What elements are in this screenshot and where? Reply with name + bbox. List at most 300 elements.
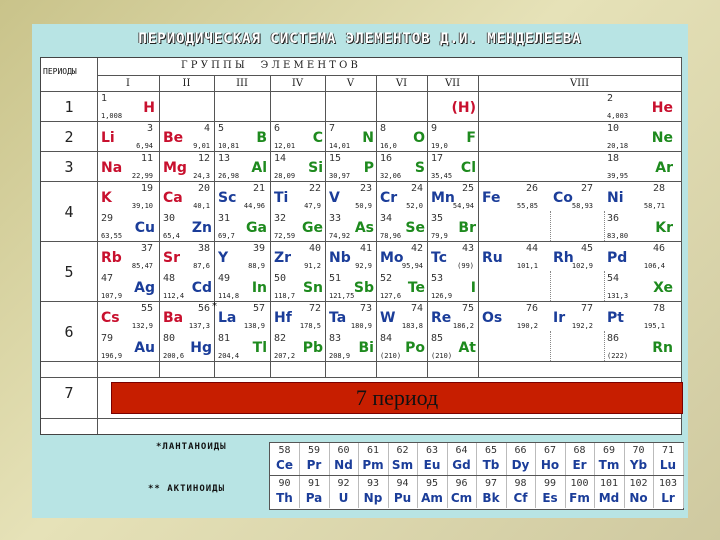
- element-symbol: (H): [451, 100, 476, 116]
- element-Rb-cell: [101, 243, 157, 271]
- col-line: [159, 75, 160, 378]
- atomic-mass: 114,8: [218, 292, 240, 300]
- atomic-number: 26: [525, 183, 538, 194]
- element-symbol: Ne: [651, 130, 673, 146]
- atomic-mass: 87,6: [193, 262, 210, 270]
- element-P-cell: [329, 153, 376, 181]
- element-As-cell: [329, 213, 376, 241]
- actinoid-Bk-cell: [477, 476, 507, 508]
- element-Na-cell: [101, 153, 157, 181]
- atomic-number: 76: [525, 303, 538, 314]
- actinoid-Am-cell: [418, 476, 448, 508]
- atomic-mass: 92,9: [355, 262, 372, 270]
- atomic-mass: 58,93: [571, 202, 593, 210]
- element-symbol: Ba: [163, 310, 184, 326]
- atomic-mass: 126,9: [431, 292, 453, 300]
- atomic-number: 84: [380, 333, 393, 344]
- atomic-mass: (210): [431, 352, 453, 360]
- atomic-mass: 192,2: [571, 322, 593, 330]
- atomic-mass: 180,9: [350, 322, 372, 330]
- atomic-mass: 28,09: [274, 172, 296, 180]
- atomic-number: 34: [380, 213, 393, 224]
- row-line: [41, 181, 681, 182]
- element-symbol: Rn: [652, 340, 673, 356]
- element-symbol: Pd: [607, 250, 628, 266]
- element-He-cell: [607, 93, 675, 121]
- element-symbol: Np: [363, 491, 383, 505]
- atomic-mass: 83,80: [607, 232, 629, 240]
- element-symbol: Ge: [302, 220, 323, 236]
- atomic-number: 69: [602, 445, 616, 456]
- atomic-mass: 208,9: [329, 352, 351, 360]
- atomic-number: 48: [163, 273, 176, 284]
- element-symbol: Zn: [191, 220, 212, 236]
- period-7: 7: [64, 384, 74, 402]
- element-Pt-cell: [607, 303, 675, 331]
- element-symbol: Ca: [163, 190, 183, 206]
- element-Co-cell: [553, 183, 603, 211]
- element-symbol: Ga: [246, 220, 267, 236]
- element-symbol: No: [629, 491, 648, 505]
- atomic-mass: 40,1: [193, 202, 210, 210]
- atomic-mass: 6,94: [136, 142, 153, 150]
- atomic-number: 83: [329, 333, 342, 344]
- atomic-number: 63: [425, 445, 439, 456]
- atomic-number: 44: [525, 243, 538, 254]
- atomic-mass: 24,3: [193, 172, 210, 180]
- element-Zn-cell: [163, 213, 214, 241]
- header-line: [97, 75, 681, 76]
- atomic-mass: 9,01: [193, 142, 210, 150]
- element-Hg-cell: [163, 333, 214, 361]
- atomic-number: 49: [218, 273, 231, 284]
- atomic-mass: (210): [380, 352, 402, 360]
- atomic-mass: 47,9: [304, 202, 321, 210]
- atomic-number: 42: [410, 243, 423, 254]
- atomic-number: 6: [274, 123, 281, 134]
- element-symbol: Cr: [380, 190, 398, 206]
- atomic-mass: 137,3: [188, 322, 210, 330]
- atomic-mass: 106,4: [643, 262, 665, 270]
- header-bottom-line: [41, 91, 681, 92]
- element-symbol: Kr: [655, 220, 673, 236]
- row-line: [41, 301, 681, 302]
- atomic-mass: 132,9: [131, 322, 153, 330]
- f-block-table: [269, 442, 684, 510]
- element-symbol: Th: [276, 491, 293, 505]
- element-K-cell: [101, 183, 157, 211]
- element-symbol: N: [362, 130, 374, 146]
- lanthanoid-Nd-cell: [329, 443, 359, 475]
- element-Rn-cell: [607, 333, 675, 361]
- atomic-number: 47: [101, 273, 114, 284]
- element-Cu-cell: [101, 213, 157, 241]
- atomic-number: 12: [197, 153, 210, 164]
- element-Sc-cell: [218, 183, 269, 211]
- element-symbol: Si: [308, 160, 323, 176]
- element-symbol: Md: [598, 491, 620, 505]
- element-symbol: Cl: [460, 160, 476, 176]
- atomic-mass: 50,9: [355, 202, 372, 210]
- table-title: ПЕРИОДИЧЕСКАЯ СИСТЕМА ЭЛЕМЕНТОВ Д.И. МЕНДЕЛЕЕВА: [138, 31, 582, 47]
- atomic-number: 4: [203, 123, 210, 134]
- element-Rh-cell: [553, 243, 603, 271]
- col-dotted: [604, 271, 605, 301]
- element-symbol: Pb: [302, 340, 323, 356]
- element-Ta-cell: [329, 303, 376, 331]
- lanthanoid-Sm-cell: [388, 443, 418, 475]
- element-Si-cell: [274, 153, 325, 181]
- lanthanoid-Er-cell: [565, 443, 595, 475]
- period-4: 4: [64, 203, 74, 221]
- element-symbol: I: [470, 280, 476, 296]
- atomic-number: 74: [410, 303, 423, 314]
- atomic-number: 85: [431, 333, 444, 344]
- element-Sr-cell: [163, 243, 214, 271]
- element-In-cell: [218, 273, 269, 301]
- element-symbol: Cs: [101, 310, 120, 326]
- atomic-mass: 195,1: [643, 322, 665, 330]
- atomic-mass: 101,1: [516, 262, 538, 270]
- element-symbol: Cu: [134, 220, 155, 236]
- atomic-number: 8: [380, 123, 387, 134]
- element-symbol: Pr: [306, 458, 322, 472]
- atomic-mass: 183,8: [401, 322, 423, 330]
- element-symbol: Ho: [540, 458, 560, 472]
- atomic-mass: 196,9: [101, 352, 123, 360]
- atomic-number: 65: [484, 445, 498, 456]
- atomic-number: 50: [274, 273, 287, 284]
- element-H-cell: [431, 93, 478, 121]
- period-3: 3: [64, 158, 74, 176]
- element-symbol: Sc: [218, 190, 237, 206]
- atomic-mass: 12,01: [274, 142, 296, 150]
- element-symbol: V: [329, 190, 340, 206]
- actinoid-Cm-cell: [447, 476, 477, 508]
- col-dotted: [550, 271, 551, 301]
- atomic-number: 101: [599, 478, 619, 489]
- element-Kr-cell: [607, 213, 675, 241]
- group-header-3: III: [236, 78, 248, 89]
- element-symbol: O: [413, 130, 425, 146]
- atomic-number: 20: [197, 183, 210, 194]
- atomic-number: 97: [484, 478, 498, 489]
- element-Cr-cell: [380, 183, 427, 211]
- atomic-mass: 85,47: [131, 262, 153, 270]
- atomic-number: 67: [543, 445, 557, 456]
- atomic-mass: 178,5: [299, 322, 321, 330]
- element-Mn-cell: [431, 183, 478, 211]
- lanthanoid-Ho-cell: [536, 443, 566, 475]
- atomic-mass: 54,94: [452, 202, 474, 210]
- group-header-2: II: [182, 78, 191, 89]
- atomic-number: 58: [278, 445, 291, 456]
- atomic-number: 30: [163, 213, 176, 224]
- period-5: 5: [64, 263, 74, 281]
- element-symbol: Yb: [629, 458, 648, 472]
- element-Ru-cell: [482, 243, 548, 271]
- actinoid-Cf-cell: [506, 476, 536, 508]
- element-symbol: Es: [542, 491, 558, 505]
- atomic-mass: 186,2: [452, 322, 474, 330]
- element-Os-cell: [482, 303, 548, 331]
- lanthanoid-Gd-cell: [447, 443, 477, 475]
- element-symbol: B: [256, 130, 267, 146]
- atomic-number: 5: [218, 123, 225, 134]
- atomic-number: 92: [337, 478, 350, 489]
- element-symbol: Nd: [334, 458, 353, 472]
- atomic-number: 27: [580, 183, 593, 194]
- atomic-number: 80: [163, 333, 176, 344]
- element-symbol: Pa: [305, 491, 323, 505]
- atomic-mass: 26,98: [218, 172, 240, 180]
- atomic-number: 35: [431, 213, 444, 224]
- atomic-mass: 88,9: [248, 262, 265, 270]
- atomic-number: 52: [380, 273, 393, 284]
- atomic-number: 86: [607, 333, 620, 344]
- atomic-mass: 118,7: [274, 292, 296, 300]
- element-symbol: Ta: [329, 310, 347, 326]
- col-dotted: [604, 211, 605, 241]
- atomic-mass: 30,97: [329, 172, 351, 180]
- element-Xe-cell: [607, 273, 675, 301]
- atomic-number: 98: [514, 478, 527, 489]
- element-symbol: Ag: [134, 280, 155, 296]
- atomic-mass: 10,81: [218, 142, 240, 150]
- element-Li-cell: [101, 123, 157, 151]
- atomic-number: 82: [274, 333, 287, 344]
- element-symbol: Li: [101, 130, 115, 146]
- element-Se-cell: [380, 213, 427, 241]
- atomic-mass: 204,4: [218, 352, 240, 360]
- atomic-mass: 32,06: [380, 172, 402, 180]
- element-symbol: C: [312, 130, 323, 146]
- element-C-cell: [274, 123, 325, 151]
- atomic-number: 17: [431, 153, 444, 164]
- atomic-number: 70: [632, 445, 645, 456]
- atomic-number: 103: [658, 478, 678, 489]
- element-symbol: Bi: [358, 340, 374, 356]
- element-symbol: Sm: [391, 458, 414, 472]
- atomic-number: 3: [146, 123, 153, 134]
- lanthanoid-marker: *: [212, 301, 217, 312]
- atomic-number: 16: [380, 153, 393, 164]
- col-line: [97, 58, 98, 434]
- atomic-mass: 39,10: [131, 202, 153, 210]
- atomic-number: 102: [629, 478, 648, 489]
- atomic-number: 62: [396, 445, 409, 456]
- element-symbol: Rb: [101, 250, 122, 266]
- atomic-number: 59: [307, 445, 321, 456]
- element-N-cell: [329, 123, 376, 151]
- lanthanoid-Lu-cell: [654, 443, 684, 475]
- element-Ti-cell: [274, 183, 325, 211]
- group-header-6: VI: [395, 78, 408, 89]
- element-symbol: Pm: [362, 458, 384, 472]
- element-symbol: Gd: [452, 458, 471, 472]
- atomic-mass: 52,0: [406, 202, 423, 210]
- group-header-4: IV: [291, 78, 304, 89]
- groups-header: Г Р У П П Ы Э Л Е М Е Н Т О В: [181, 60, 358, 71]
- col-dotted: [604, 331, 605, 361]
- atomic-number: 18: [607, 153, 620, 164]
- element-S-cell: [380, 153, 427, 181]
- element-symbol: Be: [163, 130, 184, 146]
- lanthanoids-label: *ЛАНТАНОИДЫ: [156, 442, 227, 452]
- element-symbol: La: [218, 310, 237, 326]
- element-Tc-cell: [431, 243, 478, 271]
- atomic-number: 61: [366, 445, 380, 456]
- element-symbol: S: [414, 160, 425, 176]
- atomic-number: 93: [366, 478, 380, 489]
- atomic-mass: 91,2: [304, 262, 321, 270]
- element-symbol: K: [101, 190, 112, 206]
- atomic-mass: 22,99: [131, 172, 153, 180]
- row-line: [41, 418, 681, 419]
- atomic-number: 31: [218, 213, 231, 224]
- group-header-7: VII: [444, 78, 461, 89]
- element-symbol: Y: [218, 250, 229, 266]
- element-symbol: W: [380, 310, 396, 326]
- atomic-mass: 58,71: [643, 202, 665, 210]
- element-symbol: Sr: [163, 250, 180, 266]
- element-symbol: Lr: [661, 491, 675, 505]
- element-La-cell: [212, 301, 269, 331]
- atomic-number: 43: [461, 243, 474, 254]
- element-symbol: Zr: [274, 250, 292, 266]
- actinoid-Pu-cell: [388, 476, 418, 508]
- element-symbol: Er: [572, 458, 587, 472]
- element-symbol: Pu: [393, 491, 412, 505]
- element-symbol: F: [466, 130, 476, 146]
- atomic-mass: 131,3: [607, 292, 629, 300]
- atomic-mass: 20,18: [607, 142, 629, 150]
- element-symbol: Pt: [607, 310, 624, 326]
- element-Nb-cell: [329, 243, 376, 271]
- element-symbol: Co: [553, 190, 573, 206]
- atomic-mass: 65,4: [163, 232, 180, 240]
- element-symbol: Ti: [274, 190, 289, 206]
- element-symbol: Cm: [450, 491, 473, 505]
- element-Be-cell: [163, 123, 214, 151]
- actinoid-U-cell: [329, 476, 359, 508]
- element-Ba-cell: [163, 303, 214, 331]
- element-Hf-cell: [274, 303, 325, 331]
- atomic-mass: 44,96: [243, 202, 265, 210]
- element-symbol: Al: [251, 160, 267, 176]
- element-symbol: Na: [101, 160, 123, 176]
- atomic-number: 28: [652, 183, 665, 194]
- element-Pd-cell: [607, 243, 675, 271]
- atomic-mass: 207,2: [274, 352, 296, 360]
- atomic-number: 33: [329, 213, 342, 224]
- actinoid-Pa-cell: [300, 476, 330, 508]
- actinoids-label: ** АКТИНОИДЫ: [148, 484, 226, 494]
- atomic-number: 39: [252, 243, 265, 254]
- element-symbol: Os: [482, 310, 503, 326]
- element-Tl-cell: [218, 333, 269, 361]
- atomic-number: 57: [252, 303, 265, 314]
- element-symbol: Ce: [276, 458, 293, 472]
- element-symbol: Br: [458, 220, 476, 236]
- element-symbol: Rh: [553, 250, 574, 266]
- atomic-number: 41: [359, 243, 372, 254]
- element-symbol: Re: [431, 310, 452, 326]
- atomic-mass: 55,85: [516, 202, 538, 210]
- element-F-cell: [431, 123, 478, 151]
- atomic-number: 13: [218, 153, 231, 164]
- actinoid-Lr-cell: [654, 476, 684, 508]
- atomic-number: 51: [329, 273, 342, 284]
- element-symbol: Ru: [482, 250, 503, 266]
- element-symbol: Xe: [653, 280, 673, 296]
- element-symbol: Tc: [431, 250, 447, 266]
- atomic-mass: 138,9: [243, 322, 265, 330]
- atomic-number: 23: [359, 183, 372, 194]
- atomic-number: 56: [197, 303, 210, 314]
- atomic-number: 19: [140, 183, 153, 194]
- element-symbol: Ni: [607, 190, 624, 206]
- atomic-number: 91: [307, 478, 321, 489]
- element-symbol: Ir: [553, 310, 566, 326]
- atomic-mass: 39,95: [607, 172, 629, 180]
- element-Cs-cell: [101, 303, 157, 331]
- atomic-number: 7: [329, 123, 336, 134]
- element-symbol: Ar: [655, 160, 673, 176]
- atomic-mass: 16,0: [380, 142, 397, 150]
- lanthanoid-Tm-cell: [595, 443, 625, 475]
- element-Sb-cell: [329, 273, 376, 301]
- atomic-number: 45: [580, 243, 593, 254]
- element-I-cell: [431, 273, 478, 301]
- element-Mo-cell: [380, 243, 427, 271]
- col-dotted: [550, 211, 551, 241]
- col-line: [681, 58, 682, 434]
- actinoid-Fm-cell: [565, 476, 595, 508]
- atomic-number: 38: [197, 243, 210, 254]
- period-2: 2: [64, 128, 74, 146]
- element-symbol: As: [354, 220, 374, 236]
- element-symbol: Sb: [353, 280, 374, 296]
- row-line: [41, 377, 681, 378]
- atomic-mass: 14,01: [329, 142, 351, 150]
- atomic-mass: 72,59: [274, 232, 296, 240]
- atomic-mass: 200,6: [163, 352, 185, 360]
- element-symbol: Hg: [190, 340, 212, 356]
- atomic-number: 15: [329, 153, 342, 164]
- element-Bi-cell: [329, 333, 376, 361]
- element-symbol: Sn: [302, 280, 323, 296]
- col-dotted: [550, 331, 551, 361]
- element-Cd-cell: [163, 273, 214, 301]
- row-line: [41, 151, 681, 152]
- element-symbol: Tb: [482, 458, 500, 472]
- atomic-mass: 190,2: [516, 322, 538, 330]
- element-symbol: Cf: [513, 491, 528, 505]
- element-symbol: At: [458, 340, 476, 356]
- element-symbol: Bk: [482, 491, 500, 505]
- element-Te-cell: [380, 273, 427, 301]
- element-symbol: In: [251, 280, 267, 296]
- atomic-number: 95: [425, 478, 439, 489]
- element-Ca-cell: [163, 183, 214, 211]
- atomic-number: 73: [359, 303, 372, 314]
- period-6: 6: [64, 323, 74, 341]
- atomic-number: 60: [337, 445, 350, 456]
- element-Mg-cell: [163, 153, 214, 181]
- element-symbol: Eu: [423, 458, 441, 472]
- element-symbol: Am: [421, 491, 443, 505]
